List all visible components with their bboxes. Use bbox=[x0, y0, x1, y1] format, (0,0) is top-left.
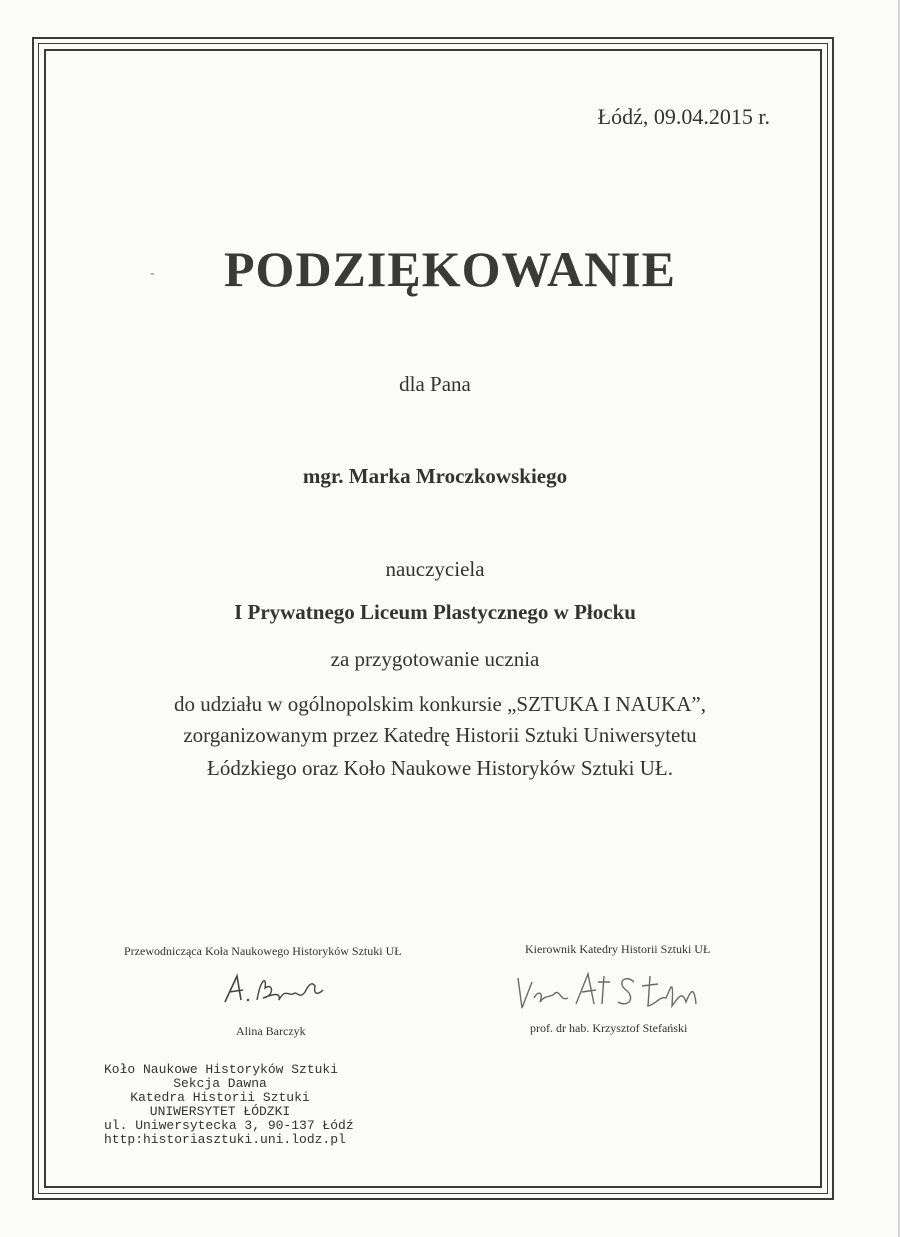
document-date: Łódź, 09.04.2015 r. bbox=[597, 104, 770, 129]
stamp-line-5: ul. Uniwersytecka 3, 90-137 Łódź bbox=[104, 1118, 354, 1133]
school-name: I Prywatnego Liceum Plastycznego w Płocku bbox=[234, 600, 636, 624]
margin-mark: - bbox=[150, 266, 155, 281]
institution-stamp bbox=[104, 1062, 354, 1147]
stamp-line-3: Katedra Historii Sztuki bbox=[130, 1090, 310, 1105]
paragraph-line-2: zorganizowanym przez Katedrę Historii Sztuki Uniwersytetu bbox=[183, 723, 697, 747]
left-handwritten-signature bbox=[215, 970, 335, 1010]
salutation: dla Pana bbox=[399, 372, 471, 396]
stamp-line-6: http:historiasztuki.uni.lodz.pl bbox=[104, 1132, 346, 1147]
document-title: PODZIĘKOWANIE bbox=[224, 241, 676, 297]
stamp-line-2: Sekcja Dawna bbox=[173, 1076, 267, 1091]
right-signatory-name: prof. dr hab. Krzysztof Stefański bbox=[530, 1021, 688, 1035]
stamp-line-1: Koło Naukowe Historyków Sztuki bbox=[104, 1062, 339, 1077]
left-signatory-role: Przewodnicząca Koła Naukowego Historyków Sztuki UŁ bbox=[124, 944, 402, 958]
stamp-line-4: UNIWERSYTET ŁÓDZKI bbox=[149, 1104, 291, 1119]
recipient-name: mgr. Marka Mroczkowskiego bbox=[302, 464, 568, 488]
left-signatory-name: Alina Barczyk bbox=[236, 1024, 306, 1038]
paragraph-line-3: Łódzkiego oraz Koło Naukowe Historyków Sztuki UŁ. bbox=[207, 756, 673, 780]
paragraph-line-1: do udziału w ogólnopolskim konkursie „SZTUKA I NAUKA”, bbox=[174, 692, 706, 716]
right-signatory-role: Kierownik Katedry Historii Sztuki UŁ bbox=[525, 942, 711, 956]
recipient-role: nauczyciela bbox=[385, 557, 485, 581]
right-handwritten-signature bbox=[510, 968, 720, 1018]
reason-line: za przygotowanie ucznia bbox=[330, 647, 540, 671]
